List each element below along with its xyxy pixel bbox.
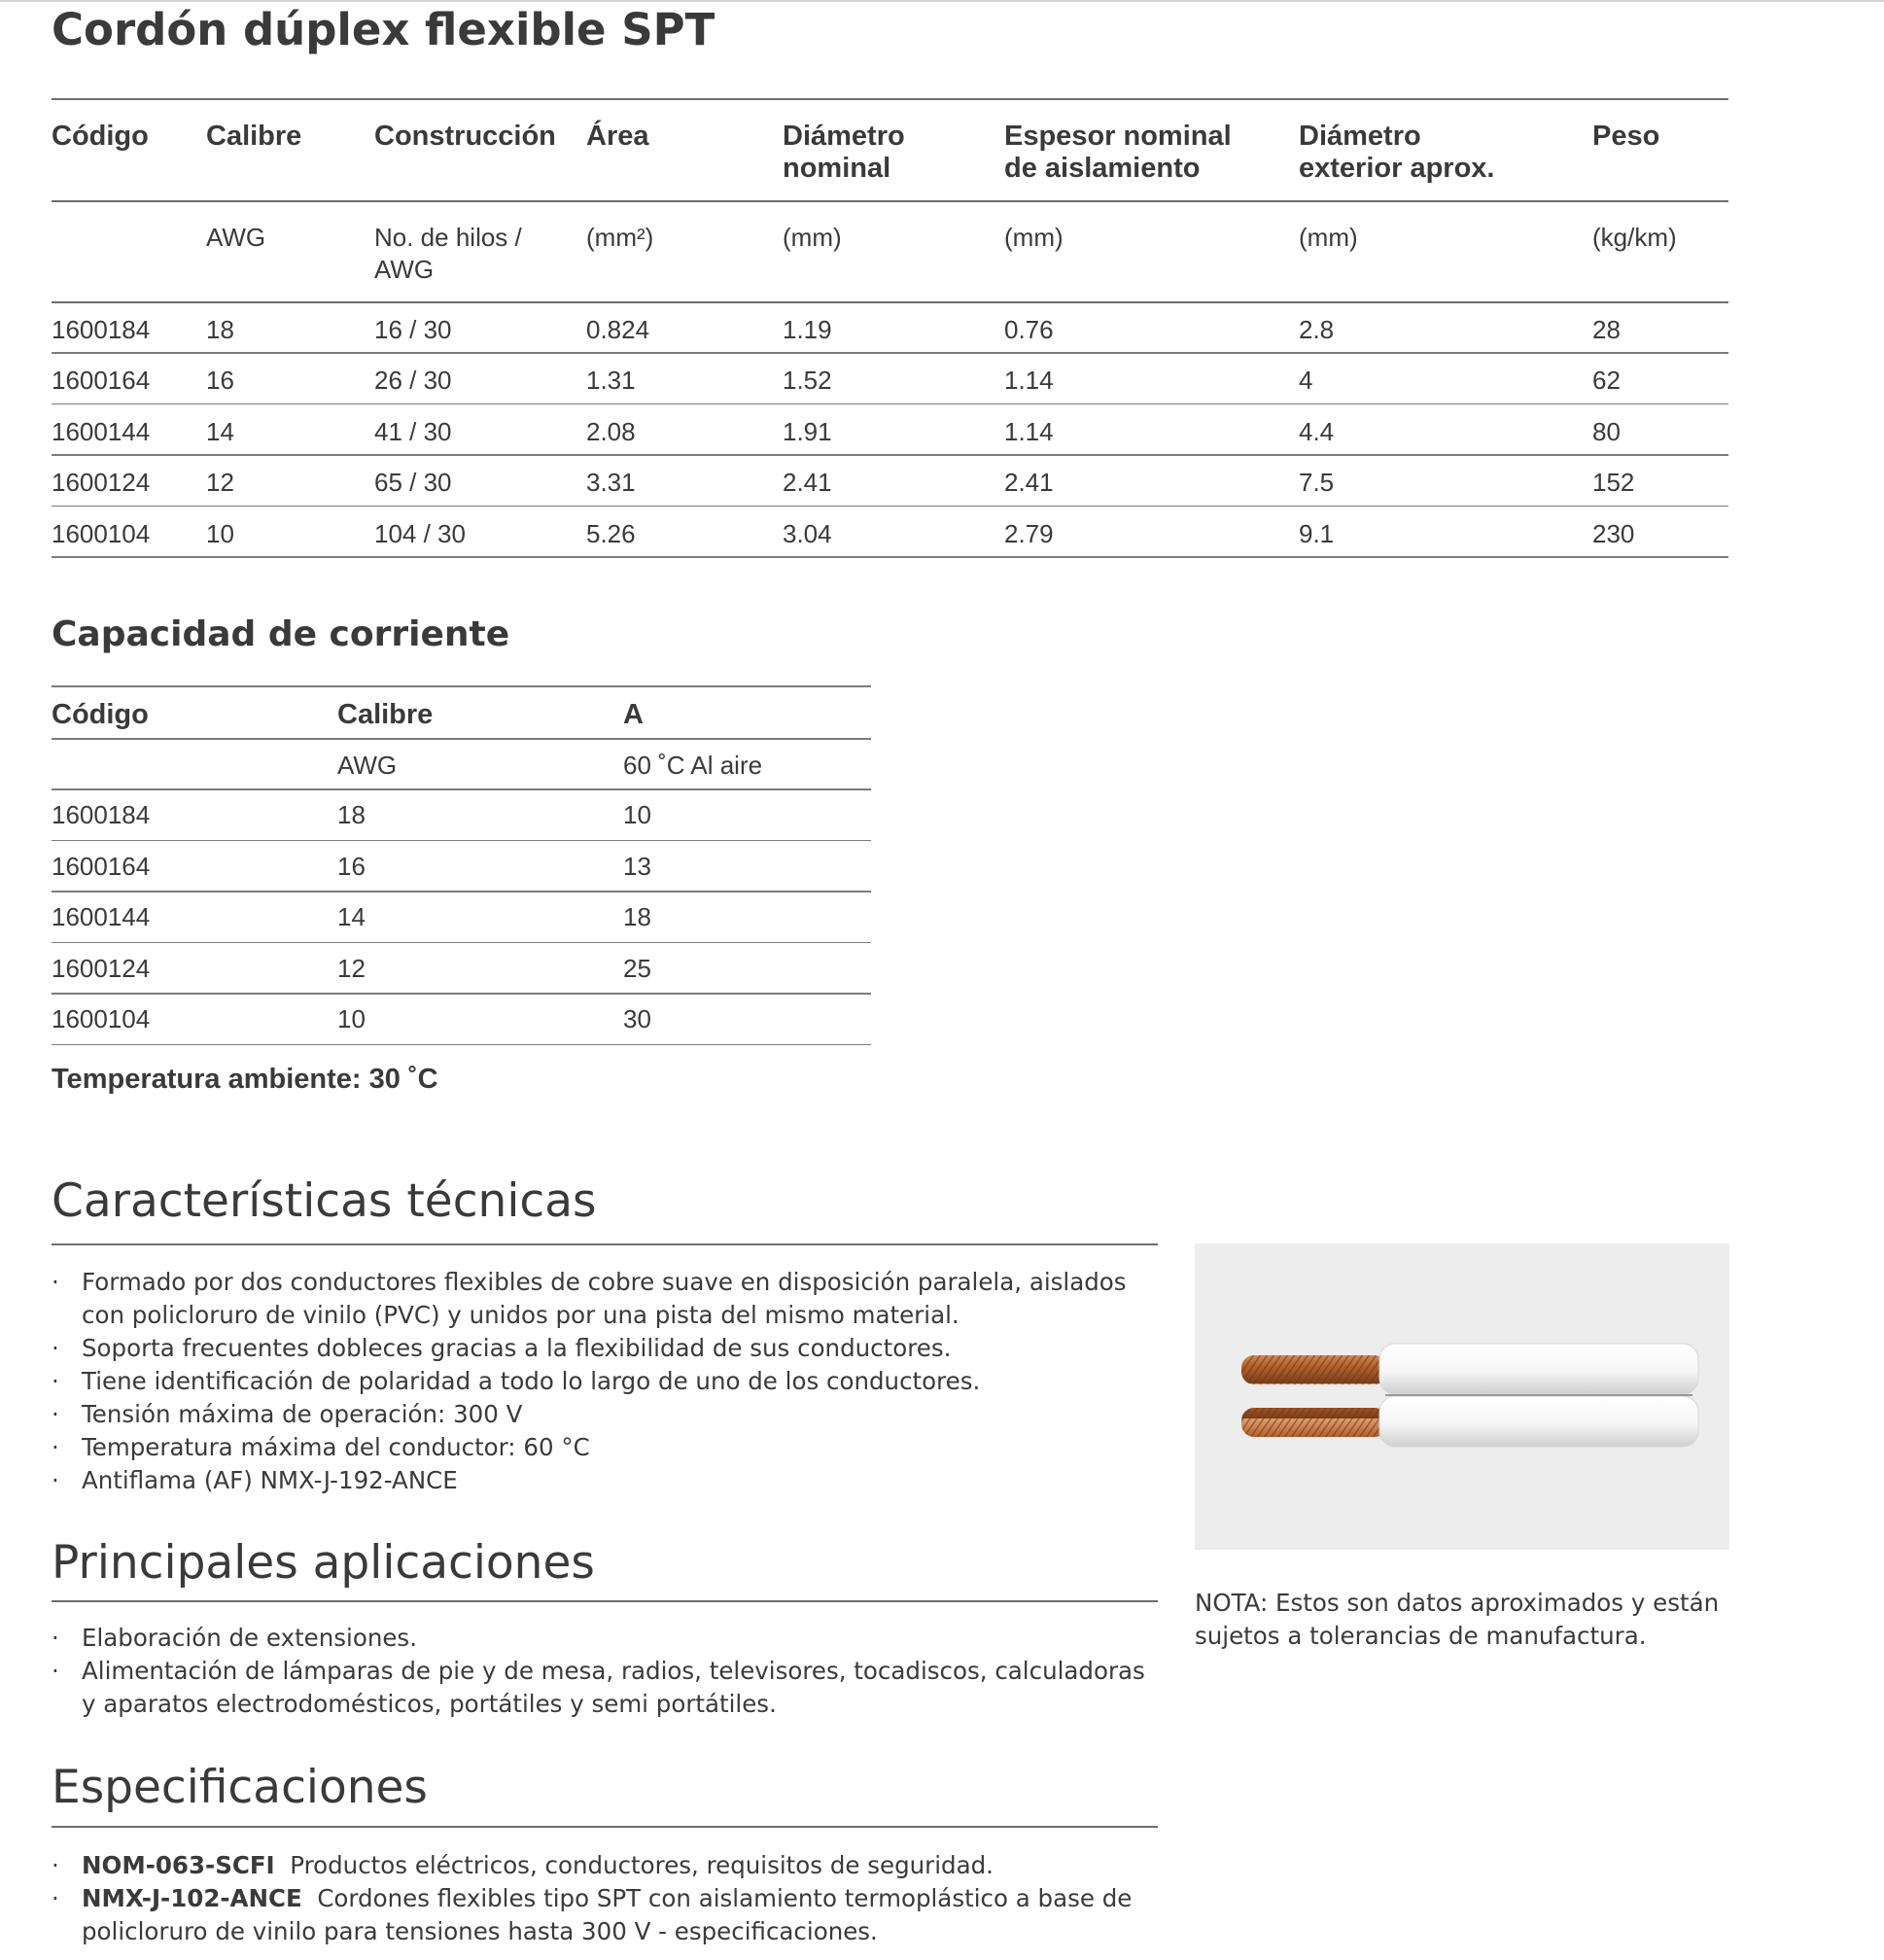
unit-amperes: 60 ˚C Al aire	[623, 751, 763, 780]
row-rule	[52, 556, 1728, 558]
cell-area: 5.26	[586, 518, 636, 548]
cell-amperes: 18	[623, 902, 651, 931]
list-item	[52, 1431, 1150, 1464]
cell-construccion: 104 / 30	[374, 518, 466, 548]
header-calibre: Calibre	[206, 121, 302, 152]
list-item	[52, 1849, 1150, 1882]
header-diametro-nominal	[783, 121, 905, 185]
header-line: Diámetro	[1299, 121, 1421, 152]
spec-text: Productos eléctricos, conductores, requisitos de seguridad.	[290, 1851, 994, 1879]
cell-diametro: 3.04	[783, 518, 832, 548]
cell-peso: 62	[1592, 366, 1621, 396]
list-item	[52, 1266, 1150, 1332]
cell-diametro: 1.19	[783, 315, 832, 344]
header-line: exterior aprox.	[1299, 153, 1495, 184]
cell-exterior: 2.8	[1299, 315, 1335, 344]
row-rule	[52, 506, 1728, 508]
unit-line: AWG	[374, 255, 435, 284]
header-codigo: Código	[52, 121, 149, 152]
cell-codigo: 1600104	[52, 518, 151, 548]
bullet-icon: ·	[52, 1466, 59, 1494]
caracteristicas-list	[52, 1266, 1150, 1497]
cell-codigo: 1600124	[52, 468, 151, 498]
cell-calibre: 12	[206, 468, 234, 498]
cell-area: 1.31	[586, 366, 636, 396]
header-line: Espesor nominal	[1004, 121, 1232, 152]
header-line: Diámetro	[783, 121, 905, 152]
row-rule	[52, 840, 871, 842]
cell-exterior: 9.1	[1299, 518, 1335, 548]
cell-peso: 230	[1592, 518, 1635, 548]
unit-calibre: AWG	[337, 751, 398, 780]
row-rule	[52, 403, 1728, 405]
unit-diametro: (mm)	[783, 223, 842, 252]
cell-construccion: 16 / 30	[374, 315, 452, 344]
cell-calibre: 14	[337, 902, 366, 931]
table-top-rule	[52, 98, 1728, 100]
cell-calibre: 18	[337, 800, 366, 829]
list-item-text: Soporta frecuentes dobleces gracias a la flexibilidad de sus conductores.	[82, 1334, 952, 1362]
bullet-icon: ·	[52, 1851, 59, 1879]
unit-construccion	[374, 222, 522, 286]
cell-espesor: 2.79	[1004, 518, 1054, 548]
cell-calibre: 10	[337, 1004, 366, 1033]
unit-peso: (kg/km)	[1592, 223, 1677, 252]
list-item-text: Alimentación de lámparas de pie y de mesa, radios, televisores, tocadiscos, calculadoras y aparatos electrodomésticos, portátiles y semi portátiles.	[82, 1657, 1145, 1718]
row-rule	[52, 454, 1728, 456]
cell-calibre: 10	[206, 518, 234, 548]
cell-diametro: 2.41	[783, 468, 832, 498]
cell-espesor: 1.14	[1004, 366, 1054, 396]
cell-calibre: 14	[206, 416, 234, 446]
aplicaciones-title: Principales aplicaciones	[52, 1536, 595, 1590]
cell-codigo: 1600144	[52, 416, 151, 446]
spec-text: Cordones flexibles tipo SPT con aislamiento termoplástico a base de policloruro de vinilo para tensiones hasta 300 V - especificaciones.	[82, 1884, 1133, 1945]
list-item	[52, 1622, 1150, 1655]
cell-diametro: 1.52	[783, 366, 832, 396]
section-rule	[52, 1600, 1158, 1602]
aplicaciones-list	[52, 1622, 1150, 1721]
list-item-text: Formado por dos conductores flexibles de cobre suave en disposición paralela, aislados con policloruro de vinilo (PVC) y unidos por una pista del mismo material.	[82, 1268, 1127, 1329]
cell-construccion: 65 / 30	[374, 468, 452, 498]
list-item	[52, 1398, 1150, 1431]
cable-photo	[1195, 1243, 1729, 1550]
cell-area: 2.08	[586, 416, 636, 446]
bullet-icon: ·	[52, 1334, 59, 1362]
row-rule	[52, 942, 871, 944]
table-top-rule	[52, 685, 871, 687]
header-amperes: A	[623, 699, 644, 730]
spec-code: NMX-J-102-ANCE	[82, 1884, 302, 1912]
especificaciones-title: Especificaciones	[52, 1761, 428, 1814]
cell-area: 3.31	[586, 468, 636, 498]
list-item	[52, 1655, 1150, 1721]
temperatura-ambiente: Temperatura ambiente: 30 ˚C	[52, 1064, 438, 1095]
cell-amperes: 30	[623, 1004, 651, 1033]
bullet-icon: ·	[52, 1624, 59, 1652]
bullet-icon: ·	[52, 1400, 59, 1428]
list-item	[52, 1882, 1150, 1948]
header-espesor	[1004, 121, 1232, 185]
section-rule	[52, 1243, 1158, 1245]
cell-codigo: 1600144	[52, 902, 151, 931]
bullet-icon: ·	[52, 1657, 59, 1685]
unit-espesor: (mm)	[1004, 223, 1064, 252]
spt-cable-image	[1195, 1243, 1729, 1550]
units-rule	[52, 788, 871, 790]
header-area: Área	[586, 121, 649, 152]
row-rule	[52, 891, 871, 892]
cell-codigo: 1600124	[52, 953, 151, 983]
header-codigo: Código	[52, 699, 149, 730]
top-border	[0, 0, 1884, 2]
cell-codigo: 1600104	[52, 1004, 151, 1033]
list-item-text: Tiene identificación de polaridad a todo lo largo de uno de los conductores.	[82, 1367, 981, 1395]
cell-calibre: 12	[337, 953, 366, 983]
cell-codigo: 1600184	[52, 315, 151, 344]
cell-espesor: 2.41	[1004, 468, 1054, 498]
unit-calibre: AWG	[206, 223, 266, 252]
list-item-text: Antiflama (AF) NMX-J-192-ANCE	[82, 1466, 458, 1494]
cell-amperes: 10	[623, 800, 651, 829]
cell-area: 0.824	[586, 315, 650, 344]
cell-calibre: 16	[206, 366, 234, 396]
cell-amperes: 25	[623, 953, 651, 983]
cell-codigo: 1600164	[52, 851, 151, 881]
cell-exterior: 4.4	[1299, 416, 1335, 446]
page-title: Cordón dúplex flexible SPT	[52, 4, 715, 55]
bullet-icon: ·	[52, 1268, 59, 1296]
list-item-text: Elaboración de extensiones.	[82, 1624, 417, 1652]
cell-calibre: 18	[206, 315, 234, 344]
cell-espesor: 1.14	[1004, 416, 1054, 446]
nota-text: NOTA: Estos son datos aproximados y están sujetos a tolerancias de manufactura.	[1195, 1589, 1720, 1650]
unit-area: (mm²)	[586, 223, 654, 252]
unit-line: No. de hilos /	[374, 223, 522, 252]
row-rule	[52, 352, 1728, 354]
header-line: nominal	[783, 153, 891, 184]
list-item-text: Tensión máxima de operación: 300 V	[82, 1400, 523, 1428]
cell-exterior: 4	[1299, 366, 1313, 396]
list-item	[52, 1365, 1150, 1398]
cell-espesor: 0.76	[1004, 315, 1054, 344]
list-item	[52, 1332, 1150, 1365]
header-rule	[52, 200, 1728, 202]
header-diametro-exterior	[1299, 121, 1494, 185]
especificaciones-list	[52, 1849, 1150, 1948]
row-rule	[52, 1044, 871, 1046]
cell-peso: 80	[1592, 416, 1621, 446]
cell-exterior: 7.5	[1299, 468, 1335, 498]
row-rule	[52, 993, 871, 995]
cell-peso: 28	[1592, 315, 1621, 344]
caracteristicas-title: Características técnicas	[52, 1174, 597, 1228]
bullet-icon: ·	[52, 1433, 59, 1461]
cell-construccion: 41 / 30	[374, 416, 452, 446]
cell-codigo: 1600164	[52, 366, 151, 396]
cell-calibre: 16	[337, 851, 366, 881]
cell-codigo: 1600184	[52, 800, 151, 829]
cell-amperes: 13	[623, 851, 651, 881]
cell-peso: 152	[1592, 468, 1635, 498]
list-item	[52, 1464, 1150, 1497]
unit-exterior: (mm)	[1299, 223, 1358, 252]
header-construccion: Construcción	[374, 121, 556, 152]
bullet-icon: ·	[52, 1367, 59, 1395]
units-rule	[52, 301, 1728, 303]
header-line: de aislamiento	[1004, 153, 1201, 184]
spec-code: NOM-063-SCFI	[82, 1851, 275, 1879]
list-item-text: Temperatura máxima del conductor: 60 °C	[82, 1433, 590, 1461]
section-rule	[52, 1826, 1158, 1828]
header-peso: Peso	[1592, 121, 1660, 152]
header-rule	[52, 738, 871, 740]
bullet-icon: ·	[52, 1884, 59, 1912]
capacidad-title: Capacidad de corriente	[52, 614, 510, 654]
cell-construccion: 26 / 30	[374, 366, 452, 396]
cell-diametro: 1.91	[783, 416, 832, 446]
header-calibre: Calibre	[337, 699, 434, 730]
